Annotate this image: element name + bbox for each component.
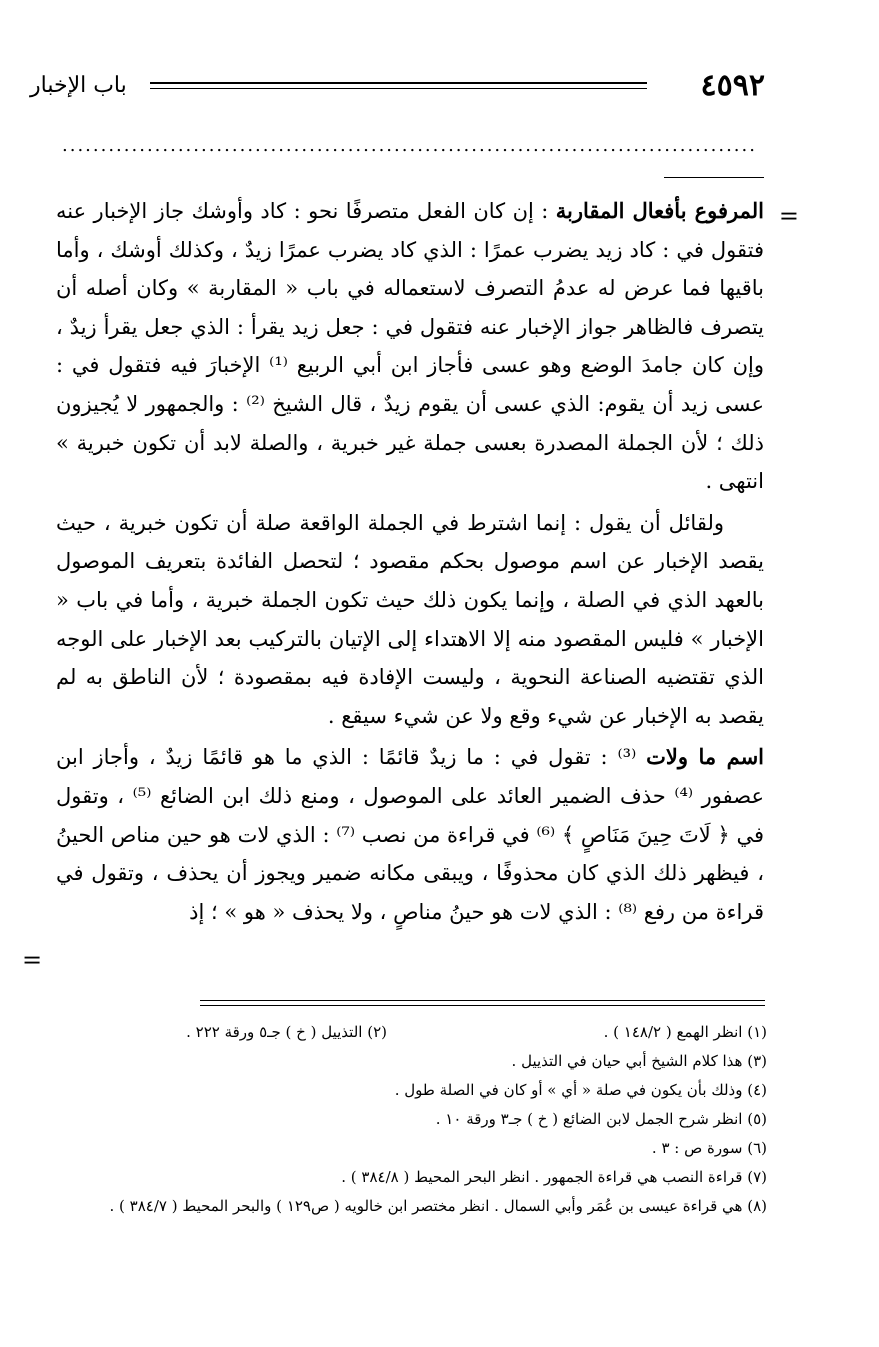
footnote-2: (٢) التذييل ( خ ) جـ٥ ورقة ٢٢٢ . (186, 1023, 387, 1041)
paragraph-1-heading: المرفوع بأفعال المقاربة (555, 198, 764, 223)
footnotes (47, 1018, 767, 1221)
header-rule (150, 82, 647, 89)
paragraph-3-heading: اسم ما ولات (646, 744, 765, 770)
paragraph-1 (56, 192, 764, 501)
footnote-8: (٨) هي قراءة عيسى بن عُمَر وأبي السمال . انظر مختصر ابن خالويه ( ص١٢٩ ) والبحر المحيط ( ٣٨٤/٧ ) . (109, 1197, 767, 1215)
chapter-title: باب الإخبار (30, 73, 127, 98)
page-header (30, 66, 765, 106)
continuation-mark-end: = (22, 946, 43, 974)
main-text (56, 192, 764, 931)
footnote-4: (٤) وذلك بأن يكون في صلة « أي » أو كان في الصلة طول . (394, 1081, 767, 1099)
footnote-separator (200, 1000, 765, 1006)
footnote-5: (٥) انظر شرح الجمل لابن الضائع ( خ ) جـ٣ ورقة ١٠ . (435, 1110, 767, 1128)
paragraph-3-text: ⁽³⁾ : تقول في : ما زيدٌ قائمًا : الذي ما هو قائمًا زيدٌ ، وأجاز ابن عصفور ⁽⁴⁾ حذف الضمير العائد على الموصول ، ومنع ذلك ابن الضائع ⁽⁵⁾ ، وتقول في ﴿ لَاتَ حِينَ مَنَاصٍ ﴾ ⁽⁶⁾ في قراءة من نصب ⁽⁷⁾ : الذي لات هو حين مناص الحينُ ، فيظهر ذلك الذي كان محذوفًا ، ويبقى مكانه ضمير ويجوز أن يحذف ، وتقول في قراءة من رفع ⁽⁸⁾ : الذي لات هو حينُ مناصٍ ، ولا يحذف « هو » ؛ إذ (56, 745, 765, 924)
footnote-7: (٧) قراءة النصب هي قراءة الجمهور . انظر البحر المحيط ( ٣٨٤/٨ ) . (341, 1168, 767, 1186)
paragraph-2 (56, 504, 764, 736)
footnote-3: (٣) هذا كلام الشيخ أبي حيان في التذييل . (511, 1052, 767, 1070)
short-rule (664, 177, 764, 178)
paragraph-3 (56, 738, 764, 931)
footnote-6: (٦) سورة ص : ٣ . (651, 1139, 767, 1157)
paragraph-1-text: : إن كان الفعل متصرفًا نحو : كاد وأوشك جاز الإخبار عنه فتقول في : كاد زيد يضرب عمرًا : الذي كاد يضرب عمرًا زيدٌ ، وكذلك أوشك ، وأما باقيها فما عرض له عدمُ التصرف لاستعماله في باب « المقاربة » وكان أصله أن يتصرف فالظاهر جواز الإخبار عنه فتقول في : جعل زيد يقرأ : الذي جعل يقرأ زيدٌ ، وإن كان جامدَ الوضع وهو عسى فأجاز ابن أبي الربيع ⁽¹⁾ الإخبارَ فيه فتقول في : عسى زيد أن يقوم: الذي عسى أن يقوم زيدٌ ، قال الشيخ ⁽²⁾ : والجمهور لا يُجيزون ذلك ؛ لأن الجملة المصدرة بعسى جملة غير خبرية ، والصلة لابد أن تكون خبرية » انتهى . (56, 199, 765, 494)
continuation-mark-start: = (778, 202, 799, 230)
paragraph-2-text: ولقائل أن يقول : إنما اشترط في الجملة الواقعة صلة أن تكون خبرية ، حيث يقصد الإخبار عن اسم موصول بحكم مقصود ؛ لتحصل الفائدة بتعريف الموصول بالعهد الذي في الصلة ، وإنما يكون ذلك حيث تكون الجملة خبرية ، وأما في باب « الإخبار » فليس المقصود منه إلا الاهتداء إلى الإتيان بالتركيب بعد الإخبار على الوجه الذي تقتضيه الصناعة النحوية ، وليست الإفادة فيه بمقصودة ؛ لأن الناطق به لم يقصد به الإخبار عن شيء وقع ولا عن شيء سيقع . (56, 510, 764, 728)
footnote-1: (١) انظر الهمع ( ١٤٨/٢ ) . (603, 1023, 767, 1041)
page-number: ٤٥٩٢ (700, 68, 765, 103)
omission-dots: .......................................................................................... (62, 136, 757, 156)
footnote-row (47, 1018, 767, 1047)
